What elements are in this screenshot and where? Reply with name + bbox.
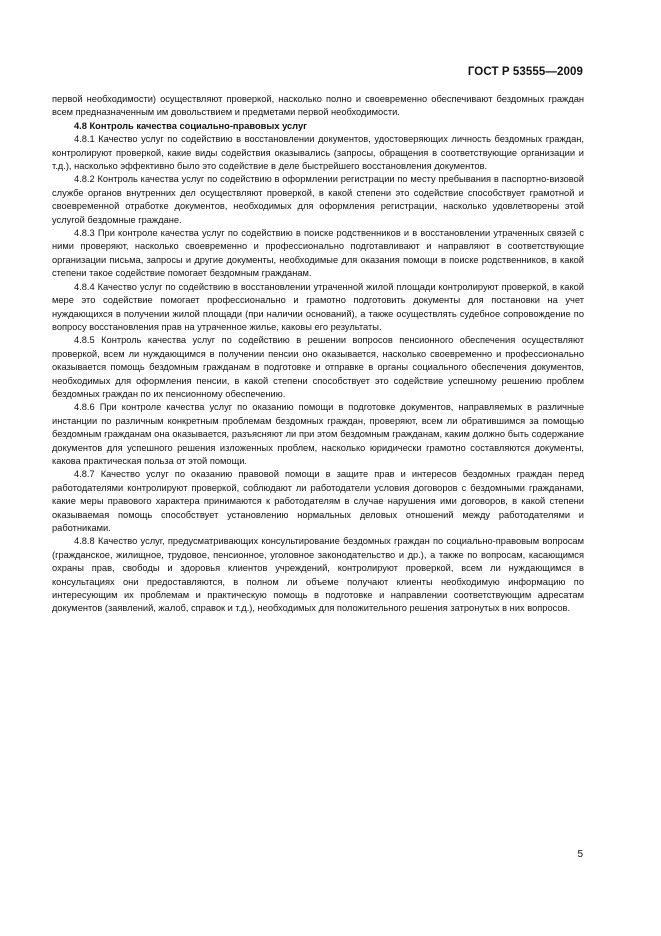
page-header-standard-id: ГОСТ Р 53555—2009 [467, 66, 583, 78]
paragraph-4-8-5: 4.8.5 Контроль качества услуг по содействию в решении вопросов пенсионного обеспечения осуществляют проверкой, всем ли нуждающимся в получении пенсии оно оказывается, насколько своевременно и профессионально оказывается помощь бездомным гражданам в подготовке и отправке в органы социального обеспечения документов, необходимых для оформления пенсии, в какой степени способствует это содействие успешному решению проблем бездомных граждан по их пенсионному обеспечению. [52, 335, 584, 399]
document-body [52, 93, 584, 616]
section-heading: 4.8 Контроль качества социально-правовых услуг [74, 120, 308, 131]
page-number: 5 [577, 849, 583, 860]
paragraph-4-8-7: 4.8.7 Качество услуг по оказанию правовой помощи в защите прав и интересов бездомных граждан перед работодателями контролируют проверкой, соблюдают ли работодатели условия договоров с бездомными гражданами, какие меры правового характера принимаются к работодателям в случае нарушения ими договоров, в какой степени оказываемая помощь способствует установлению нормальных деловых отношений между работодателями и работниками. [52, 469, 584, 533]
paragraph-4-8-3: 4.8.3 При контроле качества услуг по содействию в поиске родственников и в восстановлении утраченных связей с ними проверяют, насколько своевременно и профессионально подготавливают и направляют в соответствующие организации письма, запросы и другие документы, необходимые для оказания помощи в поиске родственников, в какой степени такое содействие помогает бездомным гражданам. [52, 228, 584, 279]
paragraph-4-8-6: 4.8.6 При контроле качества услуг по оказанию помощи в подготовке документов, направляемых в различные инстанции по различным конкретным проблемам бездомных граждан, проверяют, всем ли обратившимся за помощью бездомным гражданам она оказывается, разъясняют ли при этом бездомным гражданам, каким должно быть содержание документов для успешного решения изложенных проблем, насколько юридически грамотно составляются документы, какова практическая польза от этой помощи. [52, 402, 584, 466]
paragraph-4-8-2: 4.8.2 Контроль качества услуг по содействию в оформлении регистрации по месту пребывания в паспортно-визовой службе органов внутренних дел осуществляют проверкой, в какой степени это содействие способствует грамотной и своевременной отработке документов, необходимых для оформления регистрации, насколько удовлетворены этой услугой бездомные граждане. [52, 174, 584, 225]
paragraph-4-8-1: 4.8.1 Качество услуг по содействию в восстановлении документов, удостоверяющих личность бездомных граждан, контролируют проверкой, какие виды содействия оказывались (запросы, обращения в соответствующие организации и т.д.), насколько эффективно было это содействие в деле быстрейшего восстановления документов. [52, 134, 584, 172]
paragraph-4-8-4: 4.8.4 Качество услуг по содействию в восстановлении утраченной жилой площади контролируют проверкой, в какой мере это содействие помогает профессионально и грамотно подготовить документы для постановки на учет нуждающихся в получении жилой площади (при наличии оснований), а также осуществлять судебное сопровождение по вопросу восстановления прав на утраченное жилье, каковы его результаты. [52, 281, 584, 332]
continuation-paragraph: первой необходимости) осуществляют проверкой, насколько полно и своевременно обеспечивают бездомных граждан всем предназначенным им довольствием и предметами первой необходимости. [52, 94, 584, 118]
paragraph-4-8-8: 4.8.8 Качество услуг, предусматривающих консультирование бездомных граждан по социально-правовым вопросам (гражданское, жилищное, трудовое, пенсионное, уголовное законодательство и др.), а также по вопросам, касающимся охраны прав, свободы и здоровья клиентов учреждений, контролируют проверкой, всем ли нуждающимся в консультациях они предоставляются, в полном ли объеме получают клиенты необходимую информацию по интересующим их проблемам и практическую помощь в подготовке и направлении соответствующим адресатам документов (заявлений, жалоб, справок и т.д.), необходимых для положительного решения затронутых в них вопросов. [52, 536, 584, 614]
